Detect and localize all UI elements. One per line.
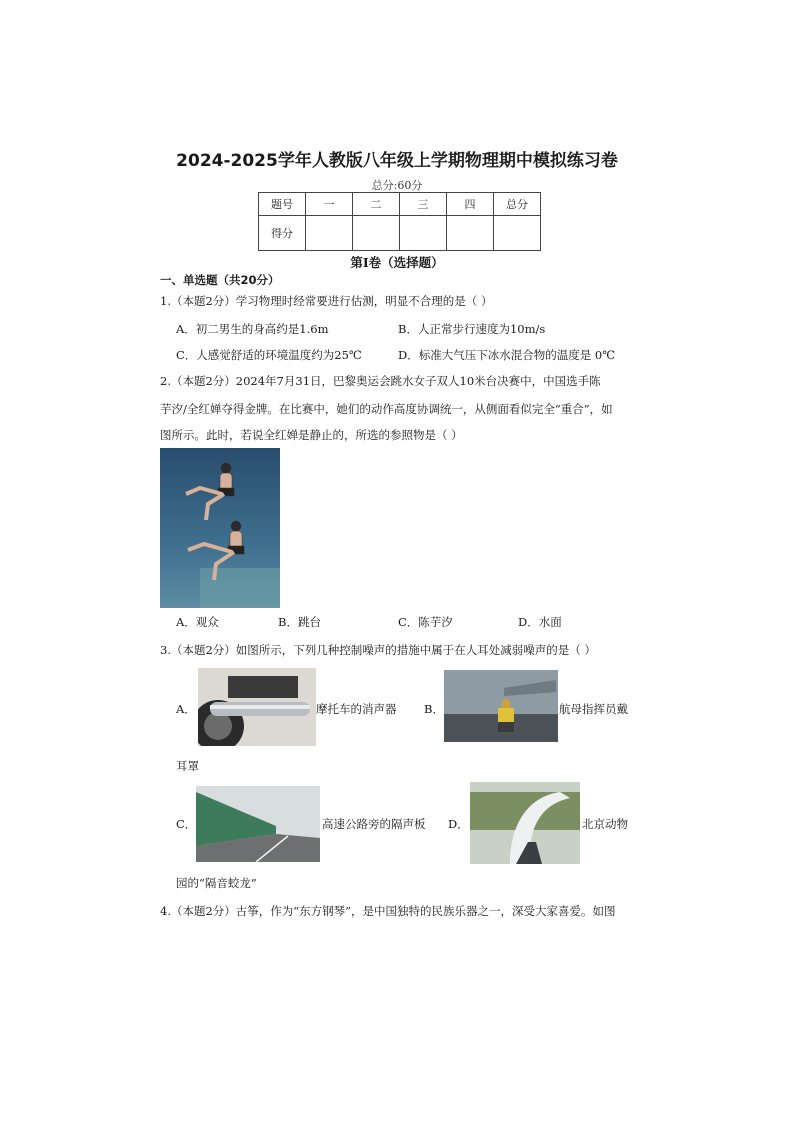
carrier-crew-photo bbox=[444, 670, 558, 742]
q3-option-b-continuation: 耳罩 bbox=[176, 759, 199, 773]
q3-option-c-text: 高速公路旁的隔声板 bbox=[322, 817, 426, 831]
q3-option-d-continuation: 园的“隔音蛟龙” bbox=[176, 876, 257, 890]
q2-option-d: D．水面 bbox=[518, 615, 562, 629]
q1-option-d: D．标准大气压下冰水混合物的温度是 0℃ bbox=[398, 348, 616, 362]
q3-option-c-label: C． bbox=[176, 817, 197, 831]
score-table-header: 总分 bbox=[494, 193, 541, 216]
score-table-score-row bbox=[259, 216, 541, 251]
diving-photo bbox=[160, 448, 280, 608]
score-cell[interactable] bbox=[447, 216, 494, 251]
total-score: 总分:60分 bbox=[371, 179, 423, 192]
question-1-stem: 1.（本题2分）学习物理时经常要进行估测，明显不合理的是（ ） bbox=[160, 294, 493, 308]
score-table-header: 三 bbox=[400, 193, 447, 216]
q3-option-a-label: A． bbox=[176, 702, 196, 716]
score-row-label: 得分 bbox=[259, 216, 306, 251]
question-2-line-2: 芋汐/全红婵夺得金牌。在比赛中，她们的动作高度协调统一，从侧面看似完全“重合”，如 bbox=[160, 402, 613, 416]
score-table-header: 一 bbox=[306, 193, 353, 216]
q3-option-a-text: 摩托车的消声器 bbox=[316, 702, 397, 716]
exam-title: 2024-2025学年人教版八年级上学期物理期中模拟练习卷 bbox=[176, 151, 618, 171]
sound-barrier-photo bbox=[196, 786, 320, 862]
q3-option-b-label: B． bbox=[424, 702, 444, 716]
question-3-stem: 3.（本题2分）如图所示，下列几种控制噪声的措施中属于在人耳处减弱噪声的是（ ） bbox=[160, 643, 596, 657]
volume-title: 第Ⅰ卷（选择题） bbox=[350, 255, 444, 270]
q3-option-b-text: 航母指挥员戴 bbox=[559, 702, 628, 716]
q3-option-d-text: 北京动物 bbox=[582, 817, 628, 831]
score-cell[interactable] bbox=[353, 216, 400, 251]
score-table bbox=[258, 192, 541, 251]
score-cell[interactable] bbox=[306, 216, 353, 251]
score-table-header-row bbox=[259, 193, 541, 216]
score-table-header: 四 bbox=[447, 193, 494, 216]
q2-option-b: B．跳台 bbox=[278, 615, 321, 629]
q1-option-a: A．初二男生的身高约是1.6m bbox=[176, 322, 329, 336]
motorcycle-muffler-photo bbox=[198, 668, 316, 746]
q2-option-c: C．陈芋汐 bbox=[398, 615, 453, 629]
question-2-line-3: 图所示。此时，若说全红婵是静止的，所选的参照物是（ ） bbox=[160, 428, 463, 442]
q1-option-c: C．人感觉舒适的环境温度约为25℃ bbox=[176, 348, 362, 362]
q3-option-d-label: D． bbox=[448, 817, 469, 831]
noise-tunnel-photo bbox=[470, 782, 580, 864]
score-cell[interactable] bbox=[494, 216, 541, 251]
score-cell[interactable] bbox=[400, 216, 447, 251]
question-4-line-1: 4.（本题2分）古筝，作为“东方钢琴”，是中国独特的民族乐器之一，深受大家喜爱。如图 bbox=[160, 904, 616, 918]
q1-option-b: B．人正常步行速度为10m/s bbox=[398, 322, 546, 336]
section-title: 一、单选题（共20分） bbox=[160, 273, 280, 287]
q2-option-a: A．观众 bbox=[176, 615, 219, 629]
question-2-line-1: 2.（本题2分）2024年7月31日，巴黎奥运会跳水女子双人10米台决赛中，中国选手陈 bbox=[160, 374, 601, 388]
score-table-header: 二 bbox=[353, 193, 400, 216]
score-table-header: 题号 bbox=[259, 193, 306, 216]
